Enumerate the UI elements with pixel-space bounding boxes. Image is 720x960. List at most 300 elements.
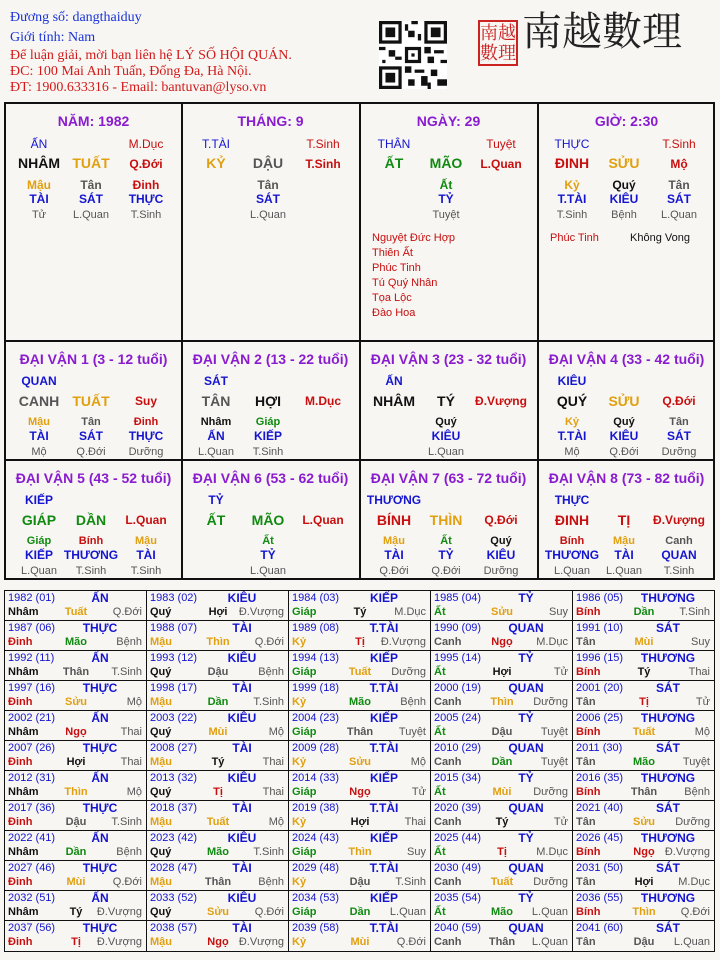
year-ten-god: TỶ	[518, 831, 534, 845]
year-label: 2035 (54)	[434, 892, 482, 904]
pillar-stem-branch: DẬU	[252, 155, 284, 171]
year-cell	[573, 711, 714, 741]
shensha-item: Tọa Lộc	[372, 292, 412, 304]
year-ten-god: SÁT	[656, 621, 680, 635]
year-branch: Sửu	[490, 606, 514, 618]
year-cell	[431, 711, 573, 741]
year-branch: Ngọ	[633, 846, 655, 858]
dai-van-stem-branch: ẤT	[206, 512, 226, 528]
dai-van-stem-branch: CANH	[18, 393, 60, 409]
year-branch: Dậu	[491, 726, 513, 738]
hidden-stem: Quý	[490, 535, 512, 547]
year-ten-god: SÁT	[656, 921, 680, 935]
year-label: 1984 (03)	[292, 592, 340, 604]
hidden-ten-god: THỰC	[128, 429, 164, 443]
year-stem: Đinh	[8, 696, 33, 708]
phone-email-line: ĐT: 1900.633316 - Email: bantuvan@lyso.vn	[10, 80, 267, 95]
year-label: 2033 (52)	[150, 892, 198, 904]
year-cell	[289, 681, 431, 711]
year-branch: Tý	[353, 606, 367, 618]
dai-van-stem-branch: GIÁP	[21, 512, 57, 528]
hidden-stage: L.Quan	[72, 209, 110, 221]
hidden-ten-god: THƯƠNG	[544, 548, 600, 562]
hidden-ten-god: THƯƠNG	[63, 548, 119, 562]
year-cell	[147, 891, 289, 921]
year-cell	[147, 711, 289, 741]
year-ten-god: THƯƠNG	[640, 831, 696, 845]
year-branch: Hợi	[634, 876, 654, 888]
year-stage: Q.Đới	[680, 906, 710, 918]
year-stem: Mậu	[150, 876, 172, 888]
pillar-stem-branch: ĐINH	[554, 155, 590, 171]
year-cell	[147, 921, 289, 951]
hidden-stem: Quý	[612, 178, 636, 192]
year-cell	[5, 681, 147, 711]
hidden-stage: Tử	[31, 209, 47, 221]
hidden-ten-god: TỶ	[260, 548, 276, 562]
year-stem: Canh	[434, 816, 462, 828]
year-stage: T.Sinh	[111, 816, 142, 828]
year-ten-god: THƯƠNG	[640, 771, 696, 785]
annual-luck-table	[4, 590, 715, 952]
year-cell	[431, 741, 573, 771]
year-label: 2028 (47)	[150, 862, 198, 874]
hidden-stage: Tuyệt	[432, 209, 460, 221]
year-branch: Tuất	[348, 666, 372, 678]
year-stem: Tân	[576, 936, 596, 948]
year-stem: Nhâm	[8, 846, 39, 858]
year-stage: Q.Đới	[396, 936, 426, 948]
year-cell	[5, 741, 147, 771]
year-stem: Ất	[434, 906, 446, 918]
hidden-stem: Mậu	[383, 535, 405, 547]
year-stem: Canh	[434, 756, 462, 768]
hidden-stem: Mậu	[28, 416, 50, 428]
year-label: 2008 (27)	[150, 742, 198, 754]
year-cell	[431, 771, 573, 801]
year-branch: Tý	[69, 906, 83, 918]
year-cell	[289, 741, 431, 771]
year-ten-god: T.TÀI	[369, 801, 399, 815]
year-ten-god: SÁT	[656, 801, 680, 815]
year-branch: Sửu	[632, 816, 656, 828]
year-stage: Bệnh	[258, 666, 284, 678]
year-ten-god: KIẾP	[369, 831, 398, 845]
year-stem: Ất	[434, 846, 446, 858]
year-stage: Bệnh	[116, 636, 142, 648]
year-cell	[573, 801, 714, 831]
year-stage: Đ.Vượng	[380, 636, 426, 648]
year-stage: M.Dục	[678, 876, 710, 888]
hidden-stage: L.Quan	[660, 209, 698, 221]
year-label: 2003 (22)	[150, 712, 198, 724]
hidden-stem: Bính	[78, 535, 104, 547]
year-stage: Đ.Vượng	[238, 936, 284, 948]
year-branch: Dậu	[65, 816, 87, 828]
contact-line: Để luận giải, mời bạn liên hệ LÝ SỐ HỘI QUÁN.	[10, 48, 292, 63]
year-stem: Nhâm	[8, 726, 39, 738]
hidden-ten-god: TỶ	[438, 548, 454, 562]
hidden-stem: Tân	[668, 178, 690, 192]
hidden-stem: Giáp	[255, 416, 281, 428]
year-label: 1990 (09)	[434, 622, 482, 634]
year-stem: Nhâm	[8, 786, 39, 798]
year-branch: Tị	[639, 696, 649, 708]
hidden-ten-god: SÁT	[256, 192, 280, 206]
year-label: 2010 (29)	[434, 742, 482, 754]
year-stem: Quý	[150, 846, 172, 858]
year-stem: Kỷ	[292, 936, 307, 948]
year-stage: Mộ	[126, 696, 142, 708]
year-branch: Tị	[213, 786, 223, 798]
year-cell	[573, 681, 714, 711]
year-branch: Mùi	[350, 936, 370, 948]
year-label: 2030 (49)	[434, 862, 482, 874]
dai-van-stem-branch: SỬU	[608, 393, 640, 409]
year-branch: Mùi	[492, 786, 512, 798]
year-label: 2021 (40)	[576, 802, 624, 814]
year-stem: Nhâm	[8, 906, 39, 918]
dai-van-stage: Đ.Vượng	[475, 394, 527, 408]
year-branch: Hợi	[350, 816, 370, 828]
hidden-ten-god: T.TÀI	[557, 429, 587, 443]
year-branch: Thân	[630, 786, 658, 798]
year-label: 2020 (39)	[434, 802, 482, 814]
pillar-stem-branch: KỶ	[206, 155, 226, 171]
year-cell	[5, 861, 147, 891]
dai-van-ten-god: SÁT	[204, 374, 228, 388]
year-stage: L.Quan	[531, 936, 568, 948]
year-stem: Canh	[434, 876, 462, 888]
year-stage: Suy	[407, 846, 426, 858]
year-label: 2018 (37)	[150, 802, 198, 814]
year-cell	[431, 891, 573, 921]
year-branch: Dần	[65, 846, 87, 858]
year-cell	[289, 921, 431, 951]
hidden-ten-god: THỰC	[128, 192, 164, 206]
year-ten-god: TỶ	[518, 771, 534, 785]
hidden-stem: Mậu	[613, 535, 635, 547]
dai-van-stem-branch: TỊ	[617, 512, 631, 528]
dai-van-ten-god: TỶ	[208, 493, 224, 507]
year-stage: Thai	[404, 816, 426, 828]
year-ten-god: TỶ	[518, 591, 534, 605]
dai-van-stage: Đ.Vượng	[653, 513, 705, 527]
hidden-ten-god: ẤN	[207, 429, 225, 443]
year-branch: Tị	[71, 936, 81, 948]
year-ten-god: TÀI	[232, 801, 252, 815]
year-cell	[289, 651, 431, 681]
hidden-stem: Ất	[440, 535, 452, 547]
pillar-stem-branch: MÃO	[429, 155, 463, 171]
year-ten-god: KIẾP	[369, 771, 398, 785]
year-cell	[573, 621, 714, 651]
year-branch: Ngọ	[207, 936, 229, 948]
hidden-ten-god: T.TÀI	[557, 192, 587, 206]
year-label: 1982 (01)	[8, 592, 56, 604]
dai-van-stage: L.Quan	[125, 513, 167, 527]
year-stage: Thai	[262, 756, 284, 768]
hidden-stage: L.Quan	[553, 565, 591, 577]
year-branch: Mão	[207, 846, 229, 858]
year-stage: Tuyệt	[540, 756, 568, 768]
year-branch: Thân	[346, 726, 374, 738]
year-cell	[573, 891, 714, 921]
year-label: 1988 (07)	[150, 622, 198, 634]
year-cell	[573, 861, 714, 891]
hidden-stage: T.Sinh	[75, 565, 107, 577]
year-ten-god: T.TÀI	[369, 741, 399, 755]
seal-glyph: 南越 數理	[480, 23, 516, 64]
hidden-stem: Ất	[262, 535, 274, 547]
year-cell	[5, 801, 147, 831]
year-label: 1994 (13)	[292, 652, 340, 664]
year-branch: Ngọ	[65, 726, 87, 738]
year-cell	[431, 801, 573, 831]
dai-van-ten-god: KIÊU	[557, 374, 587, 388]
year-stem: Kỷ	[292, 876, 307, 888]
year-stem: Đinh	[8, 756, 33, 768]
year-stage: T.Sinh	[111, 666, 142, 678]
pillar-ten-god: M.Dục	[128, 137, 164, 151]
hidden-stem: Bính	[559, 535, 585, 547]
year-stem: Mậu	[150, 636, 172, 648]
year-stage: Thai	[262, 786, 284, 798]
year-branch: Thìn	[490, 696, 514, 708]
hidden-ten-god: SÁT	[79, 192, 103, 206]
year-stage: Bệnh	[684, 786, 710, 798]
year-stage: L.Quan	[531, 906, 568, 918]
hidden-ten-god: QUAN	[661, 548, 697, 562]
year-stem: Bính	[576, 666, 601, 678]
year-ten-god: T.TÀI	[369, 621, 399, 635]
dai-van-stem-branch: TÝ	[437, 393, 455, 409]
year-label: 2009 (28)	[292, 742, 340, 754]
hidden-stage: L.Quan	[427, 446, 465, 458]
year-label: 1986 (05)	[576, 592, 624, 604]
year-ten-god: TÀI	[232, 861, 252, 875]
year-label: 2011 (30)	[576, 742, 623, 754]
pillar-stage: T.Sinh	[305, 157, 341, 171]
year-branch: Tuất	[206, 816, 230, 828]
hidden-stage: Q.Đới	[379, 565, 409, 577]
year-stem: Kỷ	[292, 696, 307, 708]
year-label: 2040 (59)	[434, 922, 482, 934]
year-branch: Sửu	[348, 756, 372, 768]
hidden-stem: Quý	[435, 416, 457, 428]
year-ten-god: THỰC	[82, 861, 118, 875]
year-stage: T.Sinh	[253, 846, 284, 858]
hidden-stem: Tân	[257, 178, 279, 192]
year-cell	[5, 891, 147, 921]
year-ten-god: KIÊU	[227, 711, 257, 725]
year-ten-god: ẤN	[91, 591, 109, 605]
year-branch: Dậu	[633, 936, 655, 948]
year-cell	[289, 861, 431, 891]
shensha-item: Không Vong	[630, 232, 690, 244]
year-ten-god: SÁT	[656, 681, 680, 695]
hidden-stage: Dưỡng	[661, 446, 697, 458]
year-cell	[431, 921, 573, 951]
year-ten-god: KIÊU	[227, 591, 257, 605]
year-stage: Bệnh	[258, 876, 284, 888]
year-cell	[289, 891, 431, 921]
year-branch: Dần	[491, 756, 513, 768]
pillar-ten-god: T.Sinh	[662, 137, 696, 151]
hidden-ten-god: TÀI	[614, 548, 634, 562]
year-branch: Tuất	[632, 726, 656, 738]
year-branch: Hợi	[66, 756, 86, 768]
year-stem: Tân	[576, 816, 596, 828]
year-stem: Giáp	[292, 726, 317, 738]
year-stem: Kỷ	[292, 636, 307, 648]
shensha-item: Tú Quý Nhân	[372, 277, 438, 289]
year-branch: Mão	[491, 906, 513, 918]
year-branch: Thân	[488, 936, 516, 948]
year-ten-god: KIÊU	[227, 771, 257, 785]
year-cell	[289, 831, 431, 861]
dai-van-title: ĐẠI VẬN 4 (33 - 42 tuổi)	[548, 351, 705, 367]
year-label: 2027 (46)	[8, 862, 56, 874]
year-label: 2015 (34)	[434, 772, 482, 784]
hidden-ten-god: TÀI	[29, 429, 49, 443]
dai-van-stem-branch: ĐINH	[554, 512, 590, 528]
year-stage: Thai	[120, 726, 142, 738]
year-label: 1983 (02)	[150, 592, 198, 604]
year-ten-god: KIÊU	[227, 831, 257, 845]
year-stage: Mộ	[410, 756, 426, 768]
year-cell	[573, 921, 714, 951]
year-stem: Mậu	[150, 816, 172, 828]
year-label: 2001 (20)	[576, 682, 624, 694]
year-stem: Quý	[150, 606, 172, 618]
year-stage: Dưỡng	[391, 666, 426, 678]
year-stem: Canh	[434, 936, 462, 948]
year-label: 2000 (19)	[434, 682, 482, 694]
year-stem: Mậu	[150, 936, 172, 948]
year-stem: Bính	[576, 906, 601, 918]
pillar-stem-branch: SỬU	[608, 155, 640, 171]
year-stage: Dưỡng	[533, 696, 568, 708]
year-cell	[5, 921, 147, 951]
hidden-stage: L.Quan	[197, 446, 235, 458]
year-cell	[289, 711, 431, 741]
dai-van-stage: Q.Đới	[662, 394, 696, 408]
hidden-stage: Dưỡng	[128, 446, 164, 458]
shensha-item: Phúc Tinh	[372, 262, 421, 274]
year-cell	[147, 591, 289, 621]
pillar-title: NĂM: 1982	[57, 113, 130, 129]
year-cell	[5, 621, 147, 651]
year-branch: Sửu	[64, 696, 88, 708]
year-ten-god: KIÊU	[227, 891, 257, 905]
pillar-ten-god: T.Sinh	[306, 137, 340, 151]
year-branch: Ngọ	[491, 636, 513, 648]
year-ten-god: QUAN	[508, 921, 544, 935]
hidden-ten-god: KIÊU	[431, 429, 461, 443]
year-branch: Tuất	[64, 606, 88, 618]
year-label: 2022 (41)	[8, 832, 56, 844]
year-label: 2013 (32)	[150, 772, 198, 784]
dai-van-stem-branch: MÃO	[251, 512, 285, 528]
hidden-stem: Canh	[665, 535, 693, 547]
year-stem: Bính	[576, 786, 601, 798]
hidden-ten-god: SÁT	[667, 192, 691, 206]
year-branch: Mão	[65, 636, 87, 648]
year-cell	[147, 621, 289, 651]
hidden-stage: L.Quan	[249, 209, 287, 221]
year-branch: Mão	[633, 756, 655, 768]
year-ten-god: TỶ	[518, 651, 534, 665]
year-stem: Giáp	[292, 606, 317, 618]
year-stage: Tuyệt	[540, 726, 568, 738]
year-cell	[431, 831, 573, 861]
year-ten-god: THƯƠNG	[640, 591, 696, 605]
year-stem: Quý	[150, 726, 172, 738]
year-label: 2024 (43)	[292, 832, 340, 844]
year-ten-god: THỰC	[82, 681, 118, 695]
hidden-stem: Giáp	[26, 535, 52, 547]
year-stage: Tử	[553, 666, 568, 678]
year-label: 2007 (26)	[8, 742, 56, 754]
dai-van-stem-branch: DẦN	[75, 512, 107, 528]
year-label: 2038 (57)	[150, 922, 198, 934]
year-cell	[431, 621, 573, 651]
hidden-ten-god: SÁT	[79, 429, 103, 443]
hidden-stage: Q.Đới	[431, 565, 461, 577]
year-cell	[289, 621, 431, 651]
dai-van-stem-branch: TUẤT	[72, 393, 110, 409]
year-label: 1987 (06)	[8, 622, 56, 634]
year-stem: Quý	[150, 906, 172, 918]
year-cell	[5, 771, 147, 801]
pillar-stage: L.Quan	[480, 157, 522, 171]
year-ten-god: THỰC	[82, 921, 118, 935]
year-ten-god: TỶ	[518, 711, 534, 725]
year-branch: Ngọ	[349, 786, 371, 798]
year-ten-god: ẤN	[91, 831, 109, 845]
year-cell	[573, 771, 714, 801]
year-stage: Đ.Vượng	[664, 846, 710, 858]
year-stage: Tử	[695, 696, 710, 708]
dai-van-title: ĐẠI VẬN 6 (53 - 62 tuổi)	[192, 470, 349, 486]
year-ten-god: SÁT	[656, 741, 680, 755]
year-ten-god: T.TÀI	[369, 861, 399, 875]
year-branch: Hợi	[492, 666, 512, 678]
year-stem: Bính	[576, 726, 601, 738]
year-stage: Thai	[688, 666, 710, 678]
dai-van-title: ĐẠI VẬN 1 (3 - 12 tuổi)	[19, 351, 168, 367]
year-cell	[431, 681, 573, 711]
year-branch: Mùi	[66, 876, 86, 888]
hidden-stage: T.Sinh	[130, 209, 162, 221]
year-stem: Bính	[576, 606, 601, 618]
hidden-ten-god: KIÊU	[609, 429, 639, 443]
year-stem: Canh	[434, 696, 462, 708]
dai-van-title: ĐẠI VẬN 3 (23 - 32 tuổi)	[370, 351, 527, 367]
year-stem: Canh	[434, 636, 462, 648]
year-ten-god: ẤN	[91, 711, 109, 725]
year-stage: M.Dục	[536, 846, 568, 858]
shensha-item: Nguyệt Đức Hợp	[372, 232, 456, 244]
shensha-item: Phúc Tinh	[550, 232, 599, 244]
year-stage: Mộ	[268, 816, 284, 828]
dai-van-stem-branch: NHÂM	[373, 393, 415, 409]
year-ten-god: THƯƠNG	[640, 891, 696, 905]
hidden-stage: Q.Đới	[76, 446, 106, 458]
dai-van-stage: L.Quan	[302, 513, 344, 527]
year-label: 2002 (21)	[8, 712, 56, 724]
